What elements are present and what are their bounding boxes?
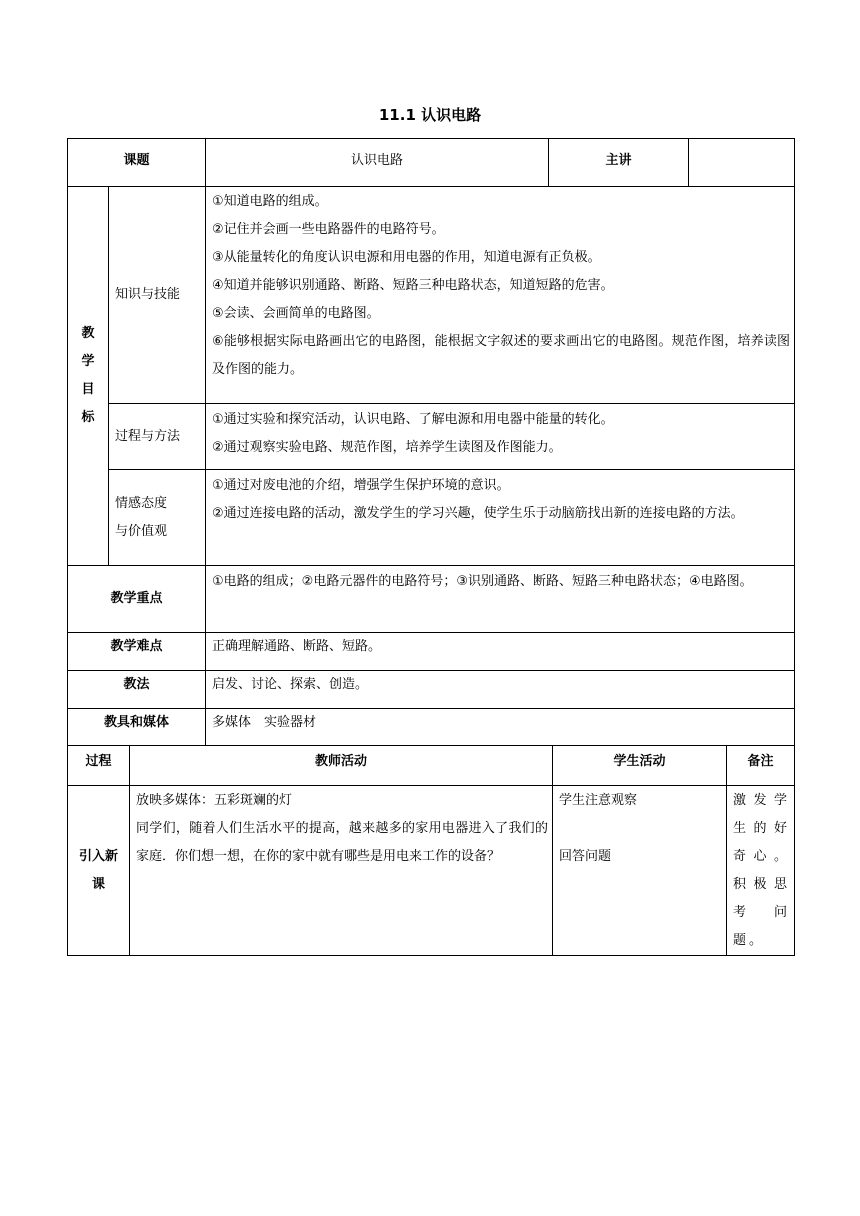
list-item: ④知道并能够识别通路、断路、短路三种电路状态，知道短路的危害。 [212,278,614,293]
lecturer-value [689,139,795,187]
list-item: ②通过连接电路的活动，激发学生的学习兴趣，使学生乐于动脑筋找出新的连接电路的方法。 [212,506,744,521]
stage-cell: 引入新 课 [68,786,130,956]
process-label: 过程与方法 [109,404,206,470]
list-item [559,815,722,843]
list-item: ⑤会读、会画简单的电路图。 [212,306,380,321]
process-table [67,745,795,956]
tools-label: 教具和媒体 [68,709,206,746]
list-item: ②记住并会画一些电路器件的电路符号。 [212,222,445,237]
list-item: 学生注意观察 [559,793,638,808]
page-title: 11.1 认识电路 [378,106,482,124]
method-label: 教法 [68,671,206,709]
objectives-label: 教 学 目 标 [68,187,109,566]
column-header: 过程 [68,746,130,786]
teacher-activity-cell [130,786,553,956]
difficulties-label: 教学难点 [68,633,206,671]
student-activity-cell [553,786,727,956]
difficulties-value: 正确理解通路、断路、短路。 [206,633,795,671]
list-item: ①通过对废电池的介绍，增强学生保护环境的意识。 [212,478,510,493]
knowledge-items [206,187,795,404]
column-header: 教师活动 [130,746,553,786]
list-item: ①通过实验和探究活动，认识电路、了解电源和用电器中能量的转化。 [212,412,614,427]
key-points-label: 教学重点 [68,566,206,633]
remark-cell: 激发学生的好奇心。积极思考问题。 [727,786,795,956]
topic-value: 认识电路 [206,139,549,187]
list-item: 放映多媒体：五彩斑斓的灯 [136,793,293,808]
lesson-plan-table [67,138,795,746]
process-items [206,404,795,470]
list-item: 回答问题 [559,849,612,864]
key-points-value: ①电路的组成；②电路元器件的电路符号；③识别通路、断路、短路三种电路状态；④电路图。 [206,566,795,633]
list-item: ⑥能够根据实际电路画出它的电路图，能根据文字叙述的要求画出它的电路图。规范作图，培养读图及作图的能力。 [212,334,791,377]
column-header: 备注 [727,746,795,786]
knowledge-label: 知识与技能 [109,187,206,404]
column-header: 学生活动 [553,746,727,786]
lecturer-label: 主讲 [549,139,689,187]
list-item: ③从能量转化的角度认识电源和用电器的作用，知道电源有正负极。 [212,250,601,265]
list-item: ①知道电路的组成。 [212,194,328,209]
list-item: 同学们，随着人们生活水平的提高，越来越多的家用电器进入了我们的家庭．你们想一想，在你的家中就有哪些是用电来工作的设备？ [136,821,548,864]
method-value: 启发、讨论、探索、创造。 [206,671,795,709]
tools-value: 多媒体 实验器材 [206,709,795,746]
topic-label: 课题 [68,139,206,187]
emotion-items [206,470,795,566]
list-item: ②通过观察实验电路、规范作图，培养学生读图及作图能力。 [212,440,562,455]
table-row [68,786,795,956]
emotion-label: 情感态度 与价值观 [109,470,206,566]
